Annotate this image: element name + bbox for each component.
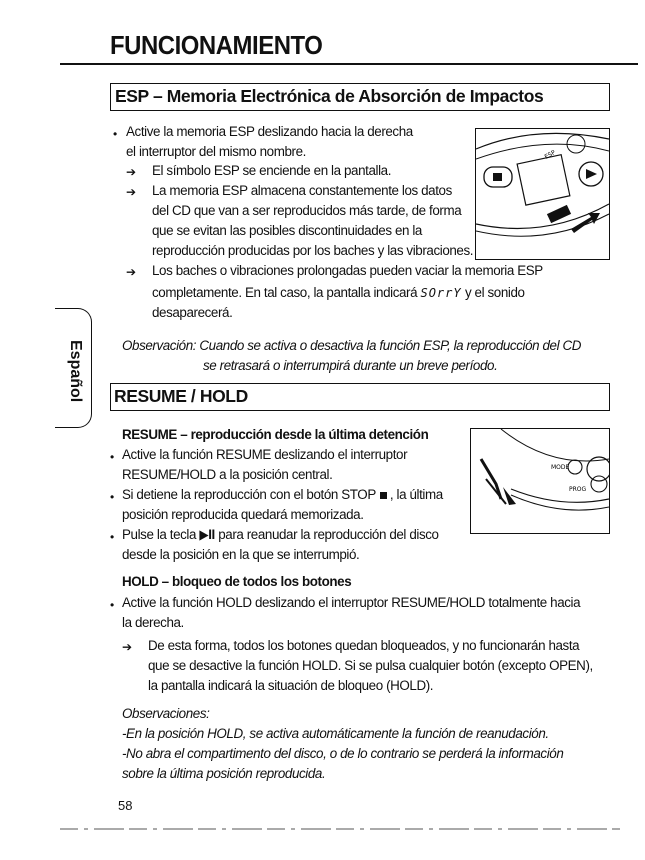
footer-scan-line [60,826,620,832]
resume-b3-line1b: para reanudar la reproducción del disco [218,527,439,542]
bullet-dot: • [110,490,115,504]
prog-label: PROG [569,486,587,493]
cd-player-resume-drawing [471,429,609,533]
esp-arrow2-line3: que se evitan las posibles discontinuidades en la [152,223,422,238]
esp-arrow2-line2: del CD que van a ser reproducidos más tarde, de forma [152,203,462,218]
page-title: FUNCIONAMIENTO [110,30,323,60]
observations-title: Observaciones: [122,706,210,721]
arrow-icon: ➔ [126,165,137,179]
resume-illustration [470,428,610,534]
esp-note-line1: Observación: Cuando se activa o desactiva la función ESP, la reproducción del CD [122,338,582,353]
resume-subheading: RESUME – reproducción desde la última detención [122,427,429,442]
resume-b1-line1: Active la función RESUME deslizando el interruptor [122,447,408,462]
resume-b2-line1 [122,486,443,504]
language-tab-label: Español [67,340,84,403]
lcd-display-text: SOrrY [420,286,462,300]
bullet-dot: • [110,598,115,612]
page-number: 58 [118,798,133,813]
language-tab-label-wrap [60,340,88,403]
esp-note-line2: se retrasará o interrumpirá durante un breve período. [203,358,498,373]
esp-arrow2-line4: reproducción producidas por los baches y las vibraciones. [152,243,474,258]
esp-arrow3-line3: desaparecerá. [152,305,233,320]
observation-1: -En la posición HOLD, se activa automáticamente la función de reanudación. [122,726,549,741]
esp-arrow3-line2 [152,284,525,302]
arrow-icon: ➔ [126,265,137,279]
hold-a4-line3: la pantalla indicará la situación de bloqueo (HOLD). [148,678,434,693]
resume-b3-line1a: Pulse la tecla [122,527,197,542]
hold-b4-line1: Active la función HOLD deslizando el interruptor RESUME/HOLD totalmente hacia [122,595,581,610]
esp-arrow3-line1: Los baches o vibraciones prolongadas pueden vaciar la memoria ESP [152,263,543,278]
stop-icon [380,492,387,499]
resume-b3-line1 [122,526,439,544]
resume-b2-line1b: , la última [389,487,443,502]
bullet-dot: • [110,530,115,544]
play-pause-icon: ▶II [199,527,215,542]
hold-a4-line2: que se desactive la función HOLD. Si se pulsa cualquier botón (excepto OPEN), [148,658,593,673]
hold-subheading: HOLD – bloqueo de todos los botones [122,574,352,589]
observation-2-line1: -No abra el compartimento del disco, o de lo contrario se perderá la información [122,746,564,761]
esp-bullet1-line2: el interruptor del mismo nombre. [126,144,306,159]
esp-bullet1-line1: Active la memoria ESP deslizando hacia la derecha [126,124,413,139]
observation-2-line2: sobre la última posición reproducida. [122,766,326,781]
resume-heading: RESUME / HOLD [114,386,248,406]
esp-heading: ESP – Memoria Electrónica de Absorción de Impactos [115,86,544,106]
mode-label: MODE [551,464,570,471]
title-rule [60,63,638,65]
esp-illustration [475,128,610,260]
bullet-dot: • [110,450,115,464]
hold-a4-line1: De esta forma, todos los botones quedan bloqueados, y no funcionarán hasta [148,638,580,653]
esp-arrow3-line2a: completamente. En tal caso, la pantalla indicará [152,285,418,300]
arrow-icon: ➔ [122,640,133,654]
esp-arrow2-line1: La memoria ESP almacena constantemente los datos [152,183,452,198]
resume-b3-line2: desde la posición en la que se interrumpió. [122,547,360,562]
resume-b1-line2: RESUME/HOLD a la posición central. [122,467,333,482]
esp-arrow3-line2b: y el sonido [464,285,525,300]
resume-b2-line2: posición reproducida quedará memorizada. [122,507,364,522]
arrow-icon: ➔ [126,185,137,199]
resume-b2-line1a: Si detiene la reproducción con el botón STOP [122,487,376,502]
esp-switch-label: ESP [543,149,557,161]
cd-player-esp-drawing [476,129,609,259]
bullet-dot: • [113,127,118,141]
hold-b4-line2: la derecha. [122,615,184,630]
esp-arrow1: El símbolo ESP se enciende en la pantalla. [152,163,392,178]
